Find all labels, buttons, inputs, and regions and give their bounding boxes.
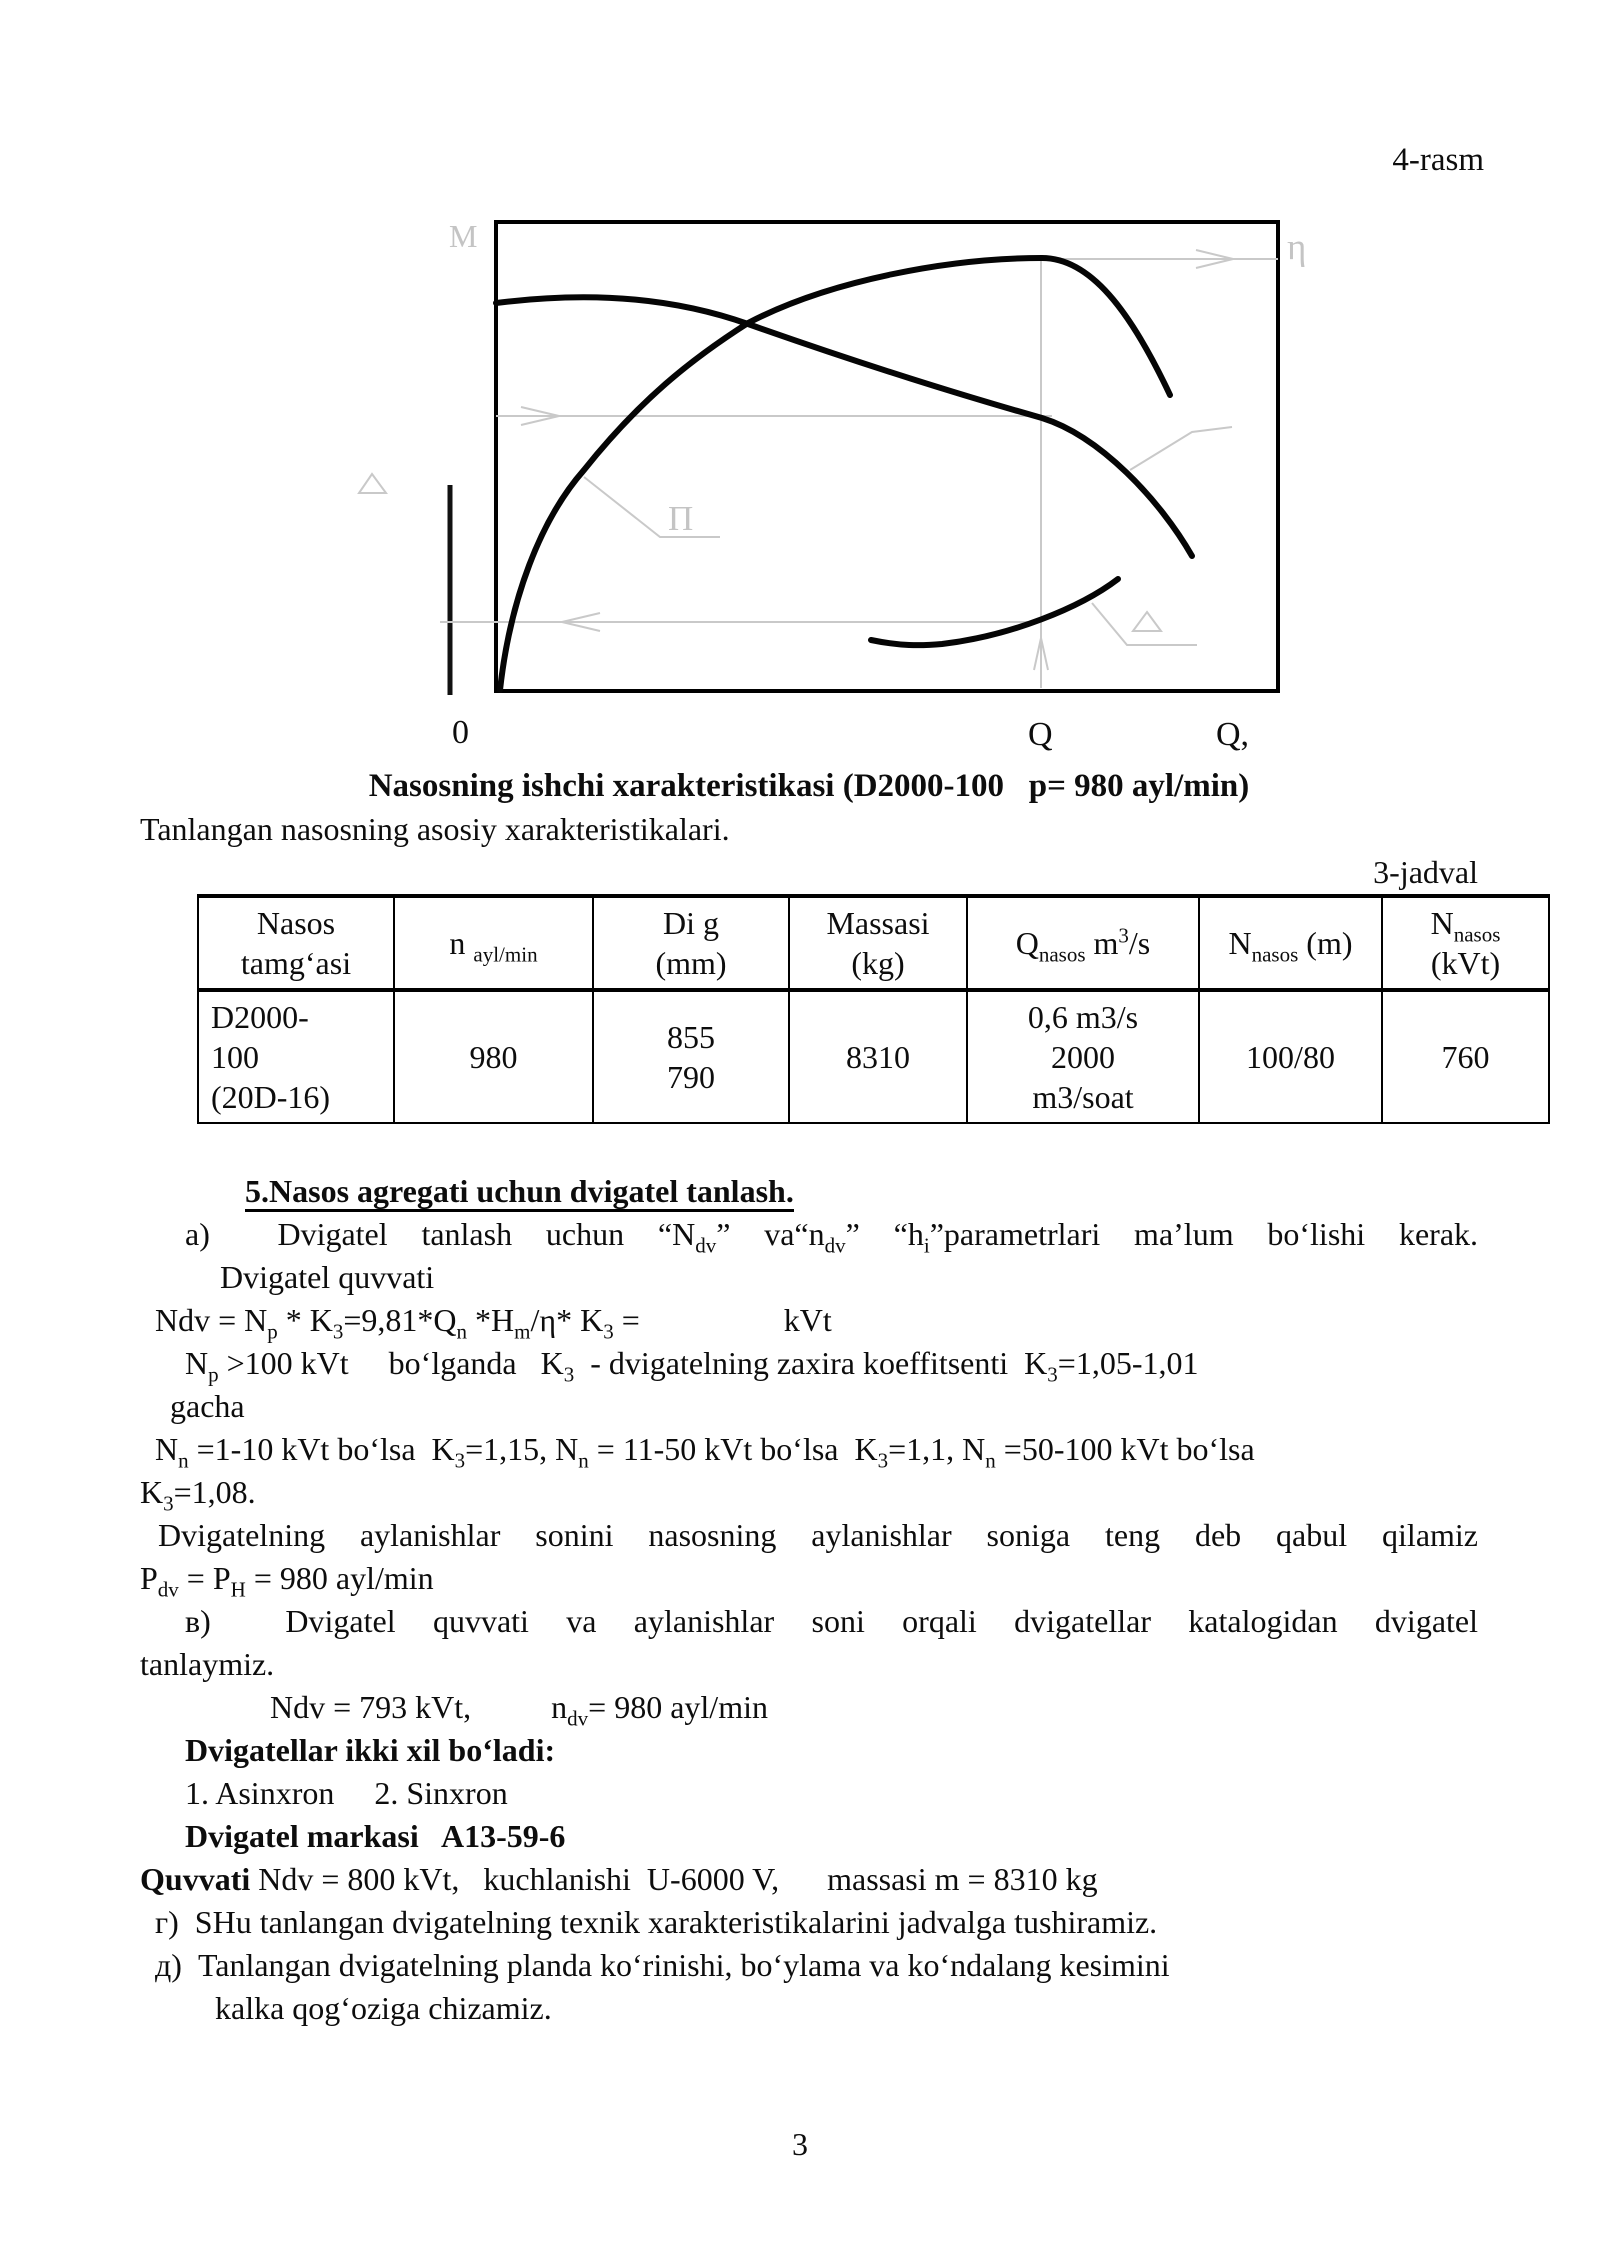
text-segment: 5.Nasos agregati uchun dvigatel tanlash.: [245, 1173, 794, 1209]
text-segment: ayl/min: [473, 942, 538, 967]
text-segment: 3: [563, 1362, 575, 1387]
pencil-triangle-icon: [359, 474, 386, 493]
plot-frame: [496, 222, 1278, 691]
text-segment: dv: [824, 1233, 846, 1258]
text-segment: =1,15, N: [465, 1431, 579, 1467]
text-segment: 3: [163, 1491, 174, 1516]
text-line: [140, 1815, 1478, 1858]
text-segment: - dvigatelning zaxira koeffitsenti K: [574, 1345, 1048, 1381]
text-segment: nasos: [1251, 942, 1299, 967]
text-segment: N: [1228, 925, 1252, 961]
table-cell: 855 790: [593, 990, 789, 1123]
text-segment: Dvigatellar ikki xil bo‘ladi:: [185, 1732, 556, 1768]
text-segment: nasos: [1453, 922, 1501, 947]
text-line: [140, 1600, 1478, 1643]
text-segment: (mm): [655, 945, 727, 981]
text-line: [140, 1342, 1478, 1385]
q-axis-label: Q,: [1216, 716, 1250, 753]
text-segment: =50-100 kVt bo‘lsa: [995, 1431, 1255, 1467]
text-segment: = P: [178, 1560, 231, 1596]
text-segment: N: [185, 1345, 209, 1381]
table-row: [198, 990, 1549, 1123]
table-header-cell: [593, 896, 789, 990]
text-segment: = kVt: [613, 1302, 832, 1338]
text-line: [140, 1514, 1478, 1557]
text-line: [140, 1170, 1478, 1213]
text-segment: Massasi: [826, 905, 930, 941]
table-header-cell: [789, 896, 967, 990]
text-segment: г) SHu tanlangan dvigatelning texnik xarakteristikalarini jadvalga tushiramiz.: [155, 1904, 1158, 1940]
text-segment: dv: [695, 1233, 717, 1258]
text-segment: n: [985, 1448, 996, 1473]
table-header-cell: [394, 896, 593, 990]
text-segment: kalka qog‘oziga chizamiz.: [215, 1990, 552, 2026]
text-segment: =9,81*Q: [343, 1302, 457, 1338]
text-segment: = 980 ayl/min: [588, 1689, 768, 1725]
text-segment: = 11-50 kVt bo‘lsa K: [588, 1431, 878, 1467]
text-segment: =1,1, N: [888, 1431, 986, 1467]
text-segment: д) Tanlangan dvigatelning planda ko‘rinishi, bo‘ylama va ko‘ndalang kesimini: [155, 1947, 1170, 1983]
page-number: 3: [792, 2126, 808, 2162]
text-segment: N: [1430, 905, 1454, 941]
pencil-curve-label: П: [668, 499, 694, 538]
text-segment: tamg‘asi: [240, 945, 352, 981]
axis-labels: [452, 714, 1249, 753]
origin-label: 0: [452, 714, 469, 751]
figure-caption: Nasosning ishchi xarakteristikasi (D2000-100 p= 980 ayl/min): [368, 768, 1250, 804]
table-number-label: 3-jadval: [1373, 854, 1478, 890]
text-segment: i: [923, 1233, 930, 1258]
text-line: [140, 1299, 1478, 1342]
text-segment: * K: [277, 1302, 333, 1338]
text-segment: 3: [603, 1319, 614, 1344]
body-text: [140, 1170, 1478, 2030]
text-segment: tanlaymiz.: [140, 1646, 275, 1682]
text-segment: (kg): [851, 945, 905, 981]
text-line: [140, 1987, 1478, 2030]
text-segment: ” va“n: [716, 1216, 825, 1252]
text-segment: =1-10 kVt bo‘lsa K: [188, 1431, 455, 1467]
text-segment: Q: [1015, 925, 1039, 961]
text-segment: Dvigatel markasi A13-59-6: [185, 1818, 566, 1854]
text-segment: *H: [467, 1302, 515, 1338]
text-segment: Nasos: [256, 905, 336, 941]
text-segment: Ndv = N: [155, 1302, 268, 1338]
text-segment: в) Dvigatel quvvati va aylanishlar soni orqali dvigatellar katalogidan dvigatel: [185, 1603, 1478, 1639]
text-segment: 3: [332, 1319, 344, 1344]
text-segment: Ndv = 793 kVt, n: [270, 1689, 568, 1725]
table-header-cell: [967, 896, 1199, 990]
text-line: [140, 1772, 1478, 1815]
table-header-cell: [198, 896, 394, 990]
text-segment: ”parametrlari ma’lum bo‘lishi kerak.: [929, 1216, 1479, 1252]
text-line: [140, 1557, 1478, 1600]
table-header-cell: [1382, 896, 1549, 990]
text-line: [140, 1944, 1478, 1987]
text-segment: (m): [1298, 925, 1353, 961]
text-segment: (kVt): [1430, 945, 1501, 981]
text-segment: nasos: [1038, 942, 1086, 967]
text-segment: p: [267, 1319, 278, 1344]
text-segment: n: [449, 925, 474, 961]
pump-characteristics-table: [197, 894, 1550, 1124]
text-segment: 3: [1118, 923, 1129, 948]
text-segment: p: [208, 1362, 219, 1387]
text-segment: dv: [567, 1706, 589, 1731]
pump-characteristic-figure: [340, 130, 1350, 770]
text-line: [140, 1858, 1478, 1901]
table-cell: 100/80: [1199, 990, 1382, 1123]
text-segment: n: [578, 1448, 589, 1473]
text-segment: ” “h: [845, 1216, 924, 1252]
text-segment: n: [456, 1319, 468, 1344]
text-segment: =1,08.: [173, 1474, 256, 1510]
text-segment: /η* K: [530, 1302, 604, 1338]
text-segment: Ndv = 800 kVt, kuchlanishi U-6000 V, massasi m = 8310 kg: [250, 1861, 1098, 1897]
text-segment: m: [514, 1319, 531, 1344]
text-segment: =1,05-1,01: [1057, 1345, 1199, 1381]
pencil-axis-label-m: M: [449, 218, 478, 254]
text-segment: K: [140, 1474, 164, 1510]
table-cell: 760: [1382, 990, 1549, 1123]
document-body: [140, 765, 1501, 2030]
text-line: [140, 1729, 1478, 1772]
text-segment: Dvigatelning aylanishlar sonini nasosning aylanishlar soniga teng deb qabul qilamiz: [158, 1517, 1478, 1553]
text-line: [140, 1213, 1478, 1256]
underlined-heading: [245, 1173, 794, 1212]
text-line: [140, 1471, 1478, 1514]
text-segment: H: [230, 1577, 246, 1602]
text-segment: /s: [1128, 925, 1151, 961]
intro-line: Tanlangan nasosning asosiy xarakteristikalari.: [140, 811, 730, 847]
table-cell: 0,6 m3/s 2000 m3/soat: [967, 990, 1199, 1123]
text-segment: dv: [157, 1577, 179, 1602]
text-segment: P: [140, 1560, 158, 1596]
text-line: [140, 1643, 1478, 1686]
text-segment: = 980 ayl/min: [245, 1560, 434, 1596]
text-segment: 3: [877, 1448, 889, 1473]
figure-number-label: 4-rasm: [1392, 142, 1484, 178]
text-segment: Di g: [663, 905, 719, 941]
text-segment: n: [178, 1448, 189, 1473]
table-header-cell: [1199, 896, 1382, 990]
table-cell: D2000- 100 (20D-16): [198, 990, 394, 1123]
text-segment: >100 kVt bo‘lganda K: [218, 1345, 564, 1381]
text-segment: 3: [1047, 1362, 1058, 1387]
text-segment: a) Dvigatel tanlash uchun “N: [185, 1216, 696, 1252]
text-segment: N: [155, 1431, 179, 1467]
text-line: [140, 1428, 1478, 1471]
text-line: [140, 1901, 1478, 1944]
q-point-label: Q: [1028, 716, 1053, 753]
text-segment: 1. Asinxron 2. Sinxron: [185, 1775, 508, 1811]
table-header-row: [198, 896, 1549, 990]
pencil-axis-label-eta: η: [1287, 227, 1307, 268]
text-segment: m: [1085, 925, 1119, 961]
text-line: [140, 1256, 1478, 1299]
table-cell: 980: [394, 990, 593, 1123]
text-segment: gacha: [170, 1388, 245, 1424]
text-line: [140, 1686, 1478, 1729]
text-segment: 3: [454, 1448, 466, 1473]
text-line: [140, 1385, 1478, 1428]
table-cell: 8310: [789, 990, 967, 1123]
text-segment: Quvvati: [140, 1861, 251, 1897]
text-segment: Dvigatel quvvati: [220, 1259, 435, 1295]
